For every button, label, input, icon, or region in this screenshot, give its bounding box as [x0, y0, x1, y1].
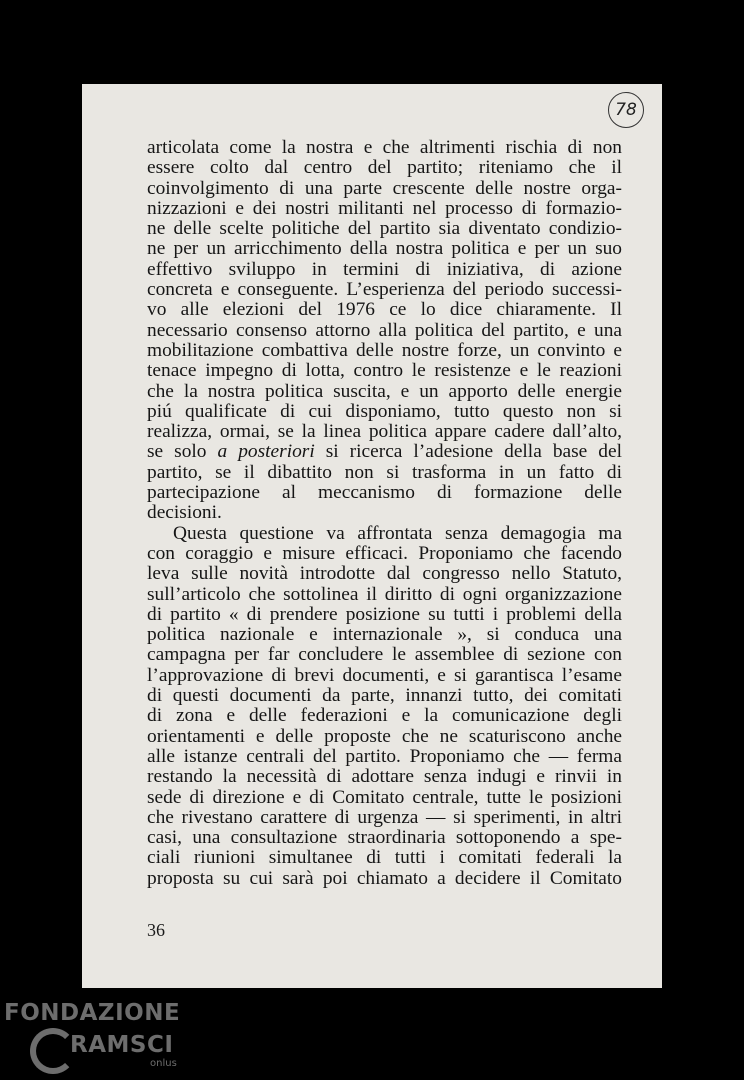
text-line: l’approvazione di brevi documenti, e si garantisca l’esame	[147, 665, 622, 686]
text-line: che rivestano carattere di urgenza — si sperimenti, in altri	[147, 807, 622, 828]
page-number: 36	[147, 920, 165, 940]
archive-page-mark: 78	[608, 92, 644, 128]
text-line: con coraggio e misure efficaci. Proponiamo che facendo	[147, 543, 622, 564]
logo-line-2: RAMSCI	[70, 1032, 174, 1058]
text-line: ne delle scelte politiche del partito sia diventato condizio-	[147, 219, 622, 240]
text-line: articolata come la nostra e che altrimenti rischia di non	[147, 138, 622, 158]
text-line: se solo a posteriori si ricerca l’adesione della base del	[147, 442, 622, 463]
text-line: decisioni.	[147, 503, 222, 524]
text-line: effettivo sviluppo in termini di iniziativa, di azione	[147, 259, 622, 280]
text-line: orientamenti e delle proposte che ne scaturiscono anche	[147, 726, 622, 747]
text-line: mobilitazione combattiva delle nostre forze, un convinto e	[147, 340, 622, 361]
text-line: leva sulle novità introdotte dal congresso nello Statuto,	[147, 564, 622, 585]
text-line: politica nazionale e internazionale », si conduca una	[147, 625, 622, 646]
logo-subtitle: onlus	[150, 1058, 177, 1069]
fondazione-gramsci-logo	[4, 1000, 204, 1076]
text-line: di zona e delle federazioni e la comunicazione degli	[147, 706, 622, 727]
text-line: che la nostra politica suscita, e un apporto delle energie	[147, 381, 622, 402]
text-line: di partito « di prendere posizione su tutti i problemi della	[147, 604, 622, 625]
text-line: necessario consenso attorno alla politica del partito, e una	[147, 320, 622, 341]
book-page	[82, 84, 662, 988]
text-line: sede di direzione e di Comitato centrale, tutte le posizioni	[147, 787, 622, 808]
text-line: essere colto dal centro del partito; riteniamo che il	[147, 158, 622, 179]
text-line: concreta e conseguente. L’esperienza del periodo successi-	[147, 280, 622, 301]
text-line: realizza, ormai, se la linea politica appare cadere dall’alto,	[147, 422, 622, 443]
text-line: sull’articolo che sottolinea il diritto di ogni organizzazione	[147, 584, 622, 605]
body-text	[147, 138, 622, 889]
text-line: proposta su cui sarà poi chiamato a decidere il Comitato	[147, 868, 622, 889]
text-line: partito, se il dibattito non si trasforma in un fatto di	[147, 462, 622, 483]
text-line: restando la necessità di adottare senza indugi e rinvii in	[147, 767, 622, 788]
text-line: di questi documenti da parte, innanzi tutto, dei comitati	[147, 686, 622, 707]
text-line: casi, una consultazione straordinaria sottoponendo a spe-	[147, 828, 622, 849]
text-line: Questa questione va affrontata senza demagogia ma	[173, 523, 622, 544]
italic-phrase: a posteriori	[217, 442, 315, 463]
text-line: piú qualificate di cui disponiamo, tutto questo non si	[147, 401, 622, 422]
text-line: campagna per far concludere le assemblee di sezione con	[147, 645, 622, 666]
text-line: nizzazioni e dei nostri militanti nel processo di formazio-	[147, 198, 622, 219]
text-line: ciali riunioni simultanee di tutti i comitati federali la	[147, 848, 622, 869]
text-line: ne per un arricchimento della nostra politica e per un suo	[147, 239, 622, 260]
logo-line-1: FONDAZIONE	[4, 1000, 181, 1026]
text-line: partecipazione al meccanismo di formazione delle	[147, 483, 622, 504]
text-line: coinvolgimento di una parte crescente delle nostre orga-	[147, 178, 622, 199]
text-line: tenace impegno di lotta, contro le resistenze e le reazioni	[147, 361, 622, 382]
text-line: vo alle elezioni del 1976 ce lo dice chiaramente. Il	[147, 300, 622, 321]
text-line: alle istanze centrali del partito. Proponiamo che — ferma	[147, 746, 622, 767]
